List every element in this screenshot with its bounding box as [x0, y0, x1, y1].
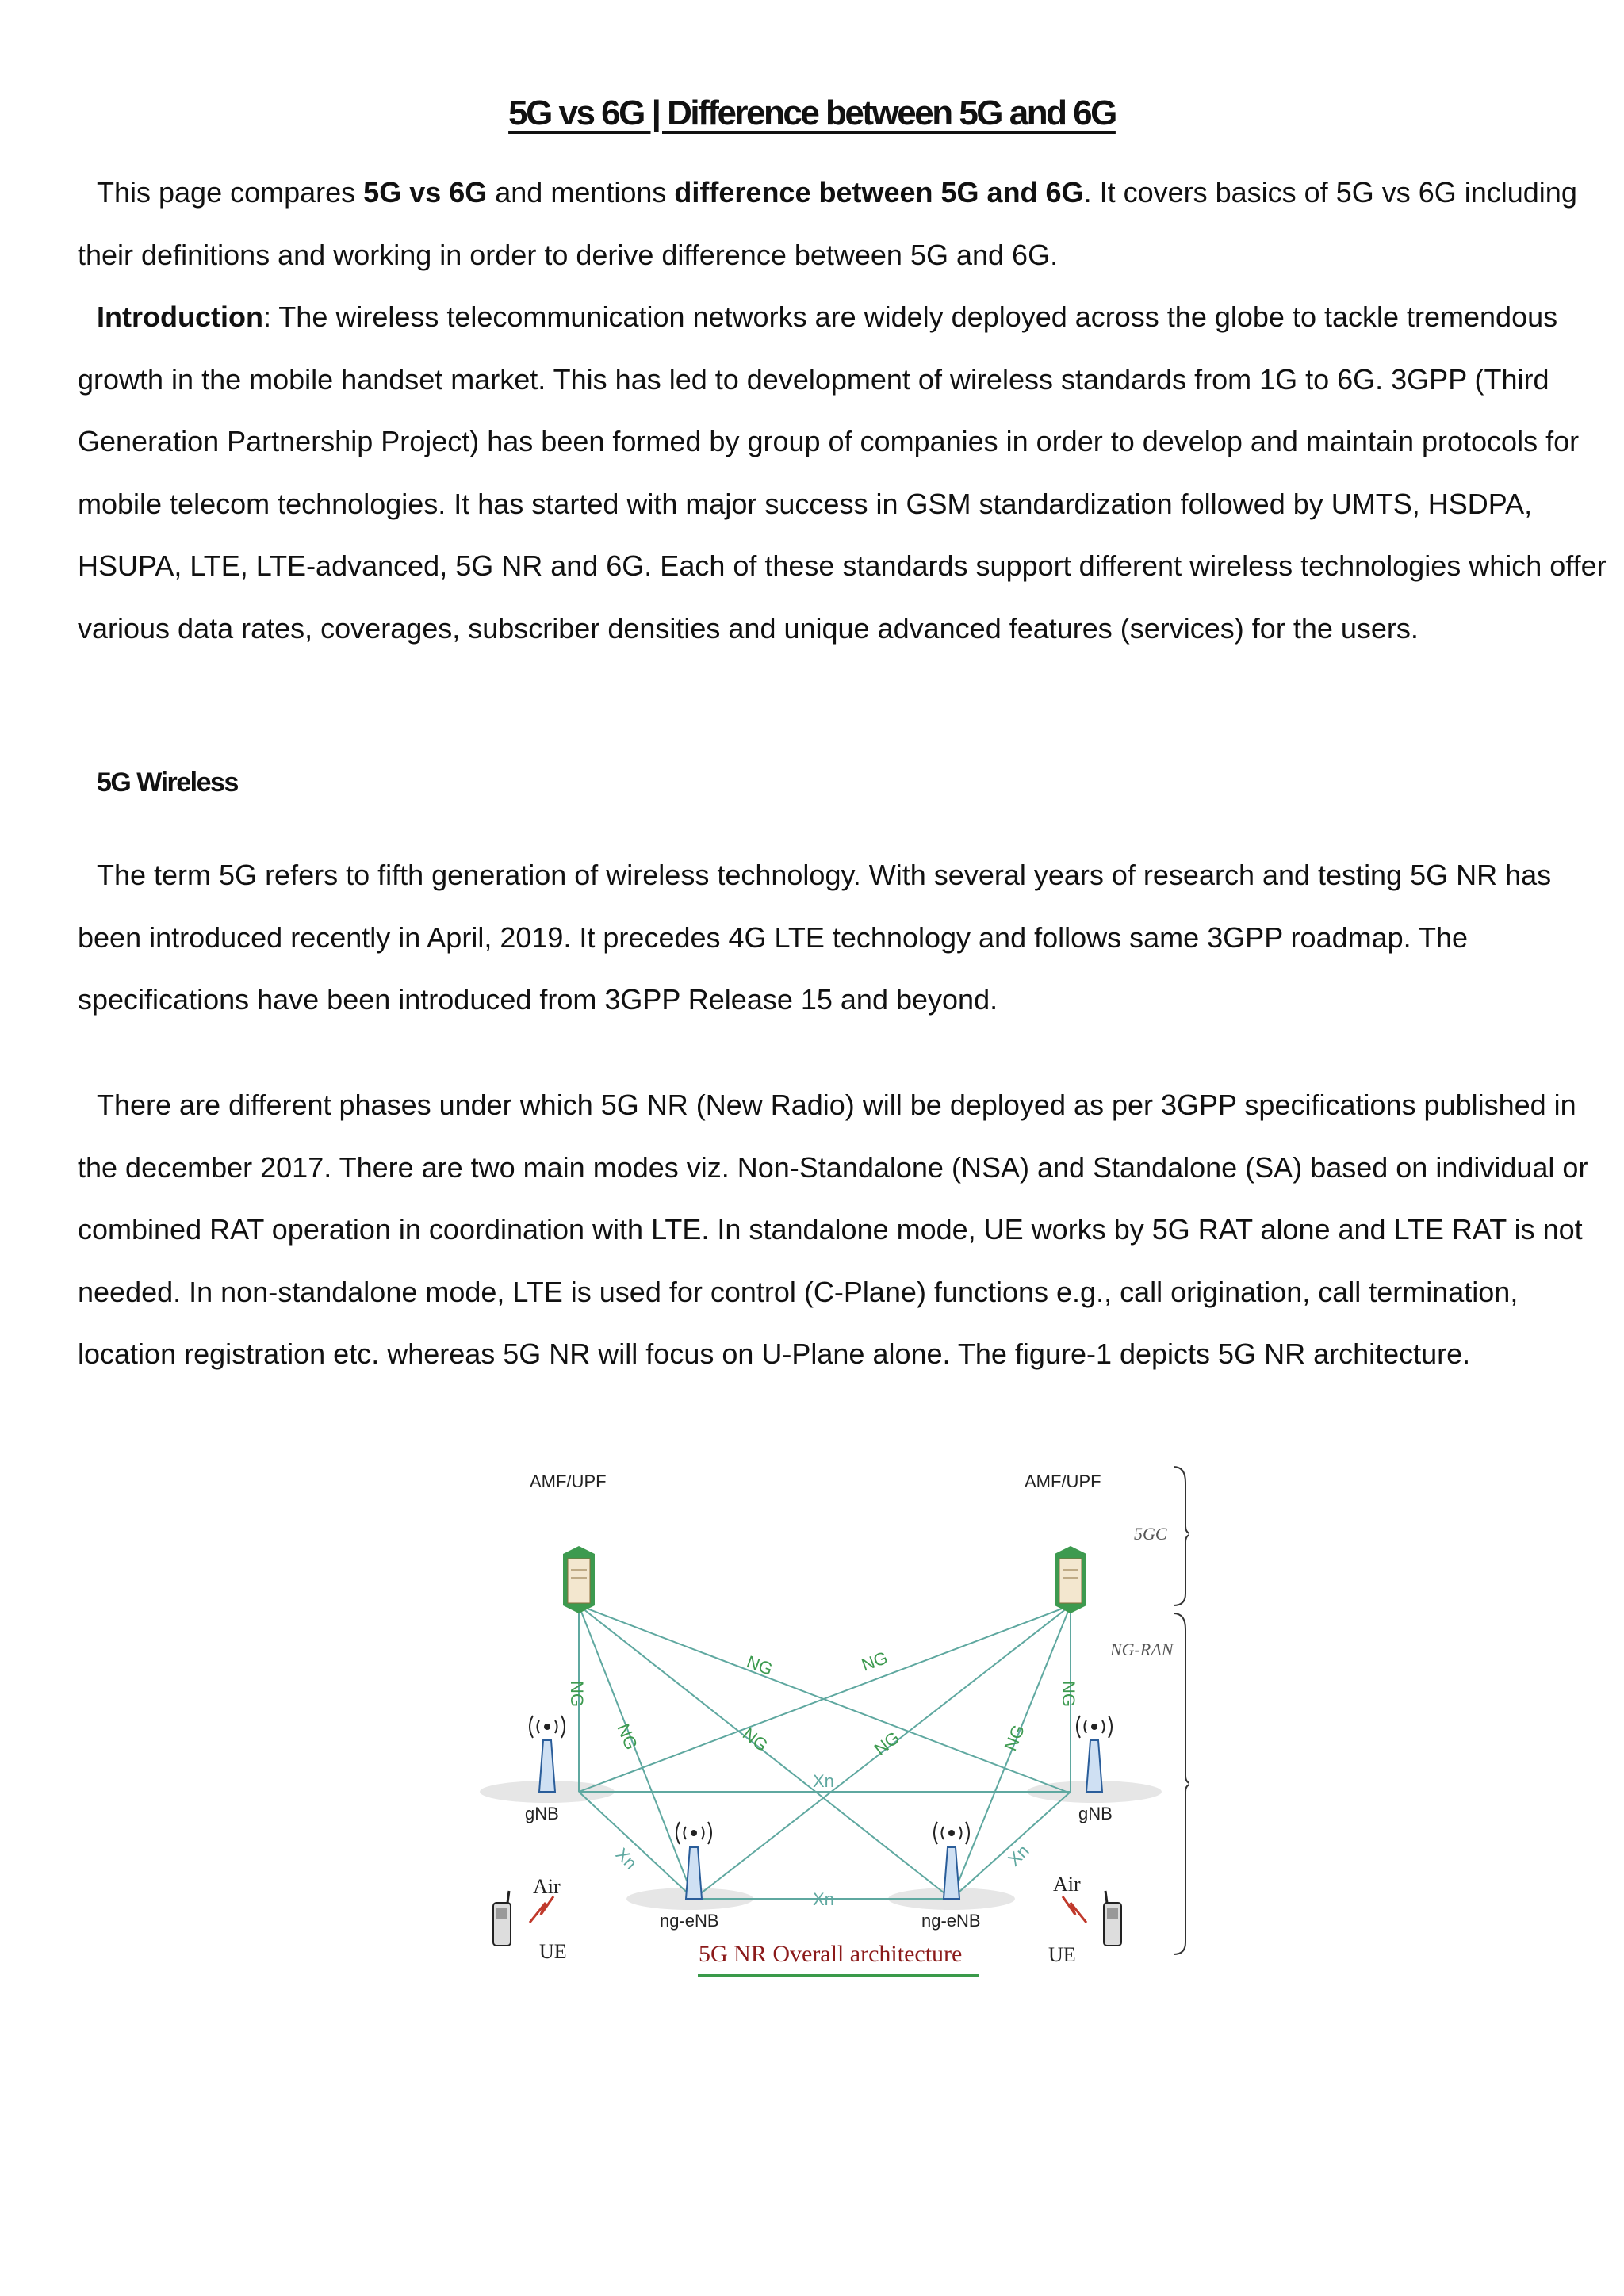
ng-label: NG: [738, 1724, 772, 1756]
section-heading-5g-wireless: 5G Wireless: [97, 767, 238, 798]
ue-left-label: UE: [539, 1940, 567, 1963]
5g-paragraph-1: The term 5G refers to fifth generation of wireless technology. With several years of research and testing 5G NR has been introduced recently in April, 2019. It precedes 4G LTE technology and follows same 3GPP roadmap. The specifications have been introduced from 3GPP Release 15 and beyond.: [78, 859, 1552, 1016]
intro-text-3: . It covers basics of 5G vs 6G including their definitions and working in order to derive difference between 5G and 6G.: [78, 176, 1577, 271]
ng-enb-right-label: ng-eNB: [921, 1911, 981, 1931]
ng-label: NG: [744, 1651, 776, 1679]
ng-ran-label: NG-RAN: [1110, 1640, 1174, 1659]
5g-paragraph-2: There are different phases under which 5G NR (New Radio) will be deployed as per 3GPP specifications published in the december 2017. There are two main modes viz. Non-Standalone (NSA) and Standalone (SA) based on individual or combined RAT operation in coordination with LTE. In standalone mode, UE works by 5G RAT alone and LTE RAT is not needed. In non-standalone mode, LTE is used for control (C-Plane) functions e.g., call origination, call termination, location registration etc. whereas 5G NR will focus on U-Plane alone. The figure-1 depicts 5G NR architecture.: [78, 1089, 1588, 1370]
xn-label: Xn: [1003, 1840, 1033, 1870]
air-left-label: Air: [533, 1875, 561, 1898]
gnb-right-antenna-icon: [1077, 1716, 1112, 1792]
ue-right-phone-icon: [1104, 1891, 1121, 1946]
introduction-label: Introduction: [97, 300, 263, 333]
ng-label: NG: [870, 1727, 904, 1759]
introduction-paragraph: [78, 286, 1608, 660]
5g-nr-architecture-figure: [476, 1459, 1189, 1998]
amf-upf-right-label: AMF/UPF: [1025, 1471, 1101, 1491]
air-right-lightning-icon: [1063, 1896, 1086, 1923]
ng-enb-left-label: ng-eNB: [660, 1911, 719, 1931]
air-right-label: Air: [1053, 1873, 1081, 1896]
intro-bold-1: 5G vs 6G: [363, 176, 488, 209]
ue-left-phone-icon: [493, 1891, 511, 1946]
figure-caption: 5G NR Overall architecture: [699, 1941, 963, 1967]
intro-paragraph: [78, 162, 1608, 286]
amf-upf-right-server-icon: [1055, 1546, 1086, 1613]
xn-label: Xn: [813, 1889, 834, 1909]
introduction-text: : The wireless telecommunication networks are widely deployed across the globe to tackle tremendous growth in the mobile handset market. This has led to development of wireless standards from 1G to 6G. 3GPP (Third Generation Partnership Project) has been formed by group of companies in order to develop and maintain protocols for mobile telecom technologies. It has started with major success in GSM standardization followed by UMTS, HSDPA, HSUPA, LTE, LTE-advanced, 5G NR and 6G. Each of these standards support different wireless technologies which offer various data rates, coverages, subscriber densities and unique advanced features (services) for the users.: [78, 300, 1607, 645]
intro-text-1: This page compares: [97, 176, 364, 209]
5gc-label: 5GC: [1134, 1524, 1167, 1544]
ng-label: NG: [859, 1647, 891, 1675]
page-title: 5G vs 6G | Difference between 5G and 6G: [508, 94, 1116, 132]
ng-label: NG: [613, 1720, 642, 1753]
interface-links: [579, 1605, 1071, 1899]
ng-label: NG: [1000, 1721, 1028, 1754]
gnb-left-label: gNB: [525, 1804, 559, 1823]
air-left-lightning-icon: [530, 1896, 553, 1923]
ue-right-label: UE: [1048, 1943, 1076, 1966]
intro-text-2: and mentions: [487, 176, 675, 209]
ng-label: NG: [1059, 1681, 1078, 1707]
gnb-right-label: gNB: [1078, 1804, 1113, 1823]
xn-label: Xn: [813, 1771, 834, 1791]
amf-upf-left-server-icon: [563, 1546, 595, 1613]
intro-bold-2: difference between 5G and 6G: [674, 176, 1084, 209]
amf-upf-left-label: AMF/UPF: [530, 1471, 607, 1491]
xn-label: Xn: [611, 1843, 642, 1873]
ng-label: NG: [567, 1681, 587, 1707]
gnb-left-antenna-icon: [530, 1716, 565, 1792]
right-braces: [1174, 1467, 1189, 1954]
